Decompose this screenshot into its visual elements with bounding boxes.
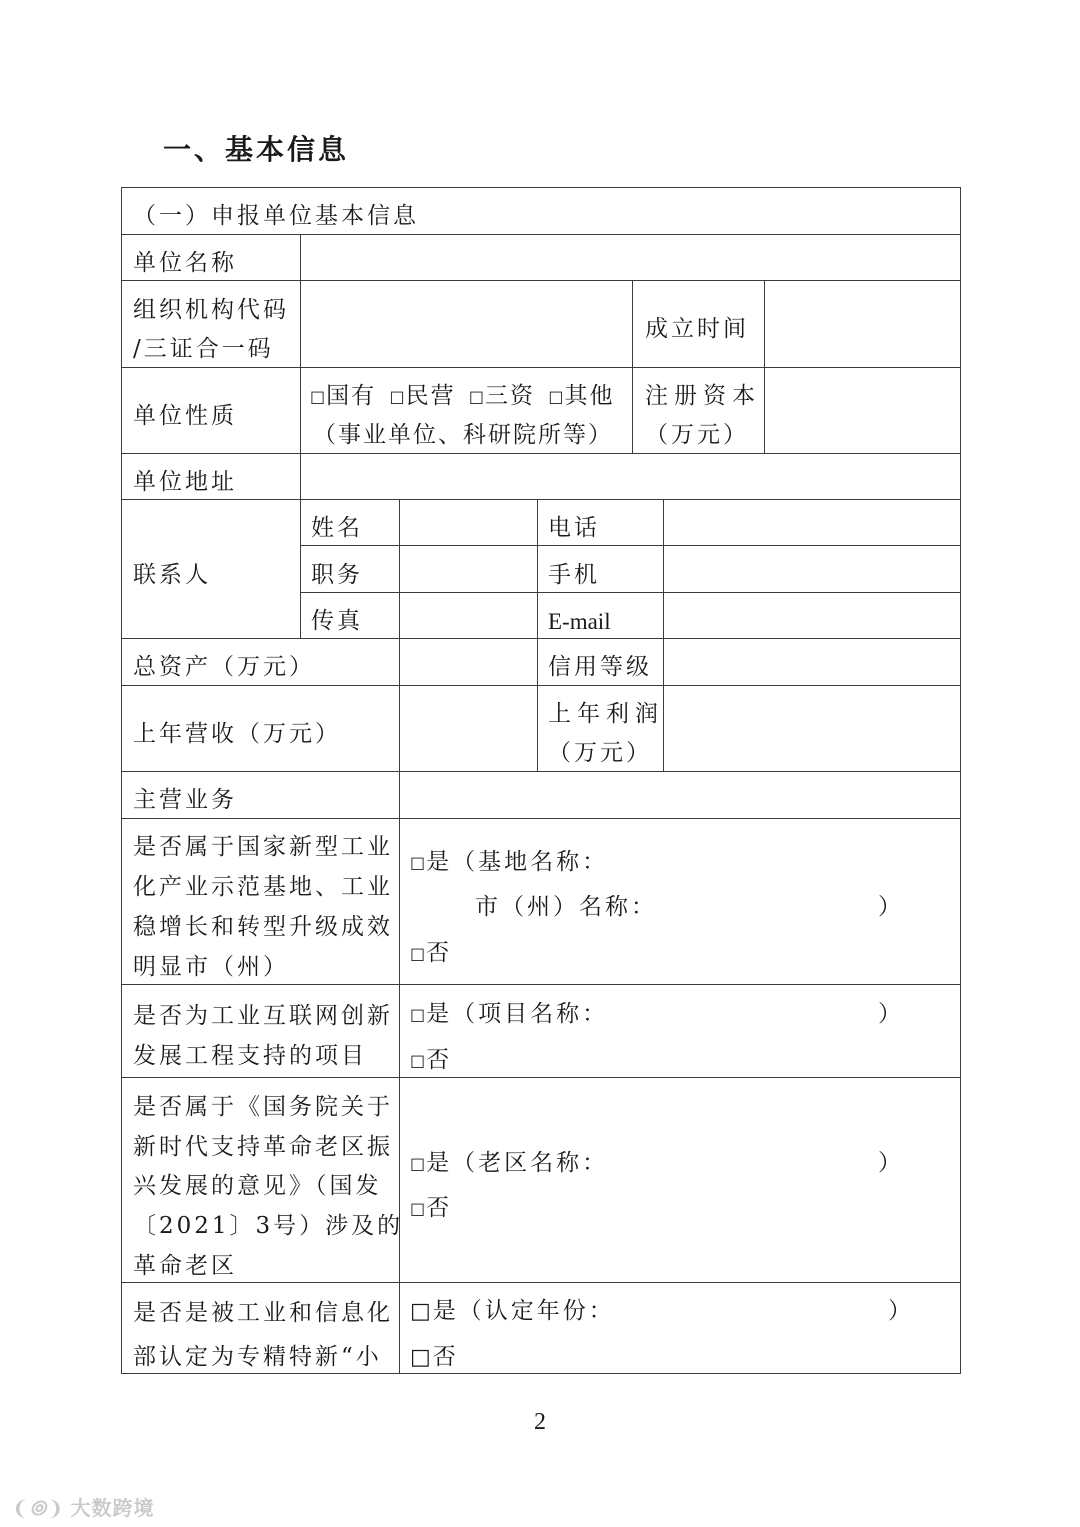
label-contact: 联系人: [133, 562, 211, 588]
label-total-assets: 总资产（万元）: [133, 654, 315, 680]
label-fax: 传真: [311, 608, 363, 634]
question-line: 是否是被工业和信息化: [133, 1300, 393, 1326]
no-option[interactable]: □否: [410, 1344, 459, 1370]
nature-option-foreign[interactable]: □三资: [468, 383, 535, 409]
label-name: 姓名: [311, 515, 363, 541]
checkbox-icon: □: [410, 1299, 431, 1324]
address-field[interactable]: [302, 455, 959, 498]
no-option[interactable]: □否: [410, 1195, 453, 1221]
label-address: 单位地址: [133, 469, 237, 495]
label-reg-capital-line2: （万元）: [645, 422, 749, 448]
yes-option[interactable]: □是（基地名称：: [410, 849, 609, 875]
checkbox-icon: □: [389, 387, 405, 406]
label-main-business: 主营业务: [133, 787, 237, 813]
watermark: ❨⦾❩ 大数跨境: [12, 1496, 155, 1520]
section-title: （一）申报单位基本信息: [133, 203, 419, 229]
nature-option-other[interactable]: □其他: [548, 383, 615, 409]
label-established: 成立时间: [645, 316, 749, 342]
label-unit-nature: 单位性质: [133, 403, 237, 429]
label-credit-rating: 信用等级: [548, 654, 652, 680]
nature-option-state[interactable]: □国有: [310, 383, 377, 409]
unit-nature-note: （事业单位、科研院所等）: [313, 422, 613, 448]
label-position: 职务: [311, 562, 363, 588]
question-line: 革命老区: [133, 1253, 237, 1279]
fax-field[interactable]: [401, 594, 536, 637]
question-line: 发展工程支持的项目: [133, 1043, 367, 1069]
label-last-revenue: 上年营收（万元）: [133, 721, 341, 747]
question-line: 部认定为专精特新“小: [133, 1344, 382, 1370]
question-line: 稳增长和转型升级成效: [133, 914, 393, 940]
yes-option[interactable]: □是（项目名称：: [410, 1001, 609, 1027]
question-line: 新时代支持革命老区振: [133, 1134, 393, 1160]
yes-option[interactable]: □是（认定年份：: [410, 1298, 615, 1324]
credit-rating-field[interactable]: [665, 640, 959, 684]
question-line: 化产业示范基地、工业: [133, 874, 393, 900]
phone-field[interactable]: [665, 501, 959, 544]
question-line: 是否为工业互联网创新: [133, 1003, 393, 1029]
watermark-logo-icon: ❨⦾❩: [12, 1496, 65, 1520]
checkbox-icon: □: [410, 1051, 426, 1070]
total-assets-field[interactable]: [401, 640, 536, 684]
question-line: 是否属于国家新型工业: [133, 834, 393, 860]
question-line: 明显市（州）: [133, 954, 289, 980]
label-email: E-mail: [548, 609, 611, 634]
unit-nature-options: [310, 376, 614, 418]
close-paren: ）: [878, 1150, 904, 1176]
mobile-field[interactable]: [665, 547, 959, 591]
checkbox-icon: □: [310, 387, 326, 406]
yes-option[interactable]: □是（老区名称：: [410, 1150, 609, 1176]
label-unit-name: 单位名称: [133, 250, 237, 276]
checkbox-icon: □: [410, 853, 426, 872]
checkbox-icon: □: [468, 387, 484, 406]
checkbox-icon: □: [410, 944, 426, 963]
checkbox-icon: □: [410, 1154, 426, 1173]
label-last-profit-line1: 上年利润: [548, 701, 664, 727]
label-org-code-line1: 组织机构代码: [133, 297, 289, 323]
question-line: 是否属于《国务院关于: [133, 1094, 393, 1120]
label-mobile: 手机: [548, 562, 600, 588]
last-revenue-field[interactable]: [401, 687, 536, 770]
name-field[interactable]: [401, 501, 536, 544]
no-option[interactable]: □否: [410, 1047, 453, 1073]
checkbox-icon: □: [410, 1005, 426, 1024]
unit-name-field[interactable]: [302, 236, 959, 279]
label-phone: 电话: [548, 515, 600, 541]
city-name-label: 市（州）名称：: [475, 894, 657, 920]
close-paren: ）: [888, 1298, 914, 1324]
main-business-field[interactable]: [401, 773, 959, 817]
last-profit-field[interactable]: [665, 687, 959, 770]
question-line: 〔2021〕3号）涉及的: [133, 1213, 404, 1239]
question-line: 兴发展的意见》（国发: [133, 1173, 382, 1199]
no-option[interactable]: □否: [410, 940, 453, 966]
checkbox-icon: □: [410, 1199, 426, 1218]
page-heading: 一、基本信息: [163, 133, 350, 166]
label-last-profit-line2: （万元）: [548, 740, 652, 766]
reg-capital-field[interactable]: [766, 369, 959, 452]
label-reg-capital-line1: 注册资本: [645, 383, 761, 409]
established-field[interactable]: [766, 282, 959, 366]
close-paren: ）: [878, 894, 904, 920]
checkbox-icon: □: [548, 387, 564, 406]
checkbox-icon: □: [410, 1345, 431, 1370]
close-paren: ）: [878, 1001, 904, 1027]
label-org-code-line2: /三证合一码: [133, 336, 274, 362]
position-field[interactable]: [401, 547, 536, 591]
page-number: 2: [534, 1409, 546, 1435]
email-field[interactable]: [665, 594, 959, 637]
org-code-field[interactable]: [302, 282, 631, 366]
nature-option-private[interactable]: □民营: [389, 383, 456, 409]
